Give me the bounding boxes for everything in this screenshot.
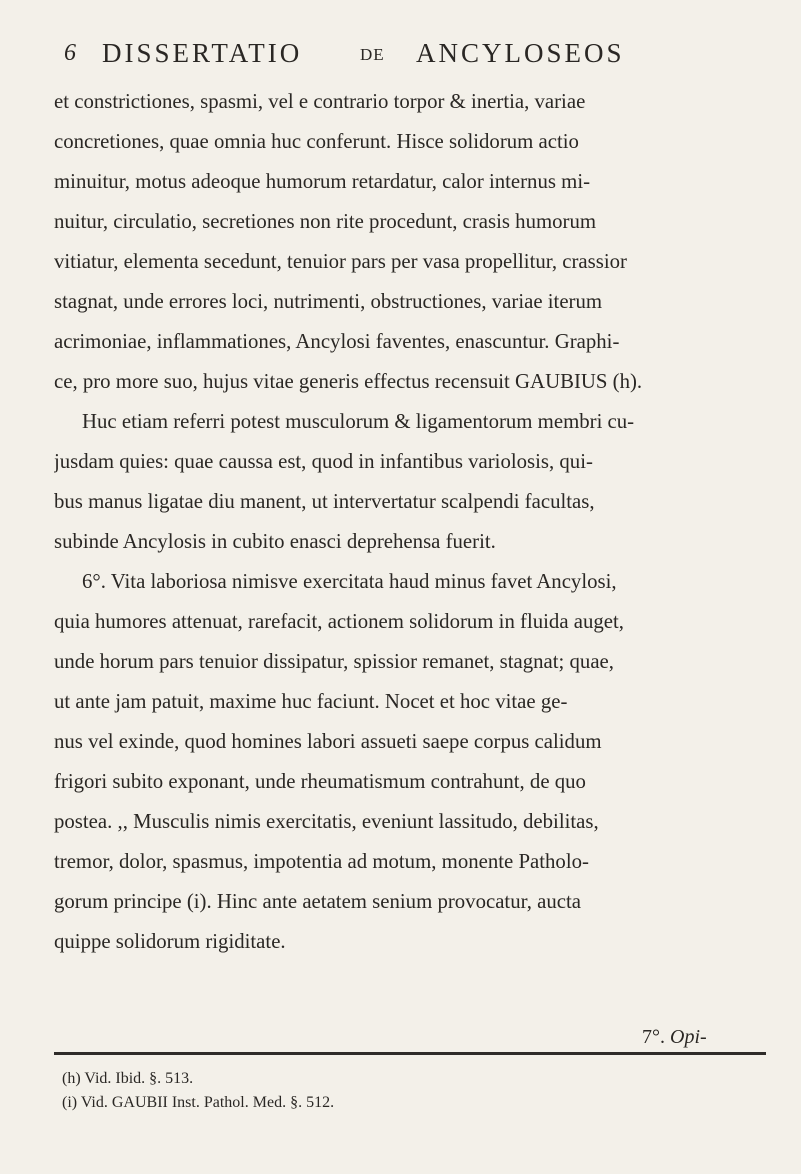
text-line: frigori subito exponant, unde rheumatismum contrahunt, de quo <box>54 770 586 793</box>
running-header <box>64 38 764 74</box>
text-line: ce, pro more suo, hujus vitae generis effectus recensuit GAUBIUS (h). <box>54 370 643 393</box>
text-line: quia humores attenuat, rarefacit, actionem solidorum in fluida auget, <box>54 610 624 633</box>
text-line: tremor, dolor, spasmus, impotentia ad motum, monente Patholo- <box>54 850 589 873</box>
text-line: concretiones, quae omnia huc conferunt. Hisce solidorum actio <box>54 130 579 153</box>
text-line: ut ante jam patuit, maxime huc faciunt. Nocet et hoc vitae ge- <box>54 690 568 713</box>
text-line: minuitur, motus adeoque humorum retardatur, calor internus mi- <box>54 170 591 193</box>
header-title-ancyloseos: ANCYLOSEOS <box>416 38 625 68</box>
header-title-dissertatio: DISSERTATIO <box>102 38 303 68</box>
text-line: postea. ,, Musculis nimis exercitatis, eveniunt lassitudo, debilitas, <box>54 810 599 833</box>
text-line: subinde Ancylosis in cubito enasci deprehensa fuerit. <box>54 530 496 553</box>
text-line: gorum principe (i). Hinc ante aetatem senium provocatur, aucta <box>54 890 581 913</box>
text-line: bus manus ligatae diu manent, ut intervertatur scalpendi facultas, <box>54 490 595 513</box>
text-line: nuitur, circulatio, secretiones non rite procedunt, crasis humorum <box>54 210 597 233</box>
header-title-de: DE <box>360 45 385 64</box>
text-line: nus vel exinde, quod homines labori assueti saepe corpus calidum <box>54 730 602 753</box>
footnote-separator <box>54 1052 766 1055</box>
catchword-number: 7°. <box>642 1026 665 1048</box>
text-line: vitiatur, elementa secedunt, tenuior pars per vasa propellitur, crassior <box>54 250 627 273</box>
catchword <box>642 1026 707 1049</box>
text-line: et constrictiones, spasmi, vel e contrario torpor & inertia, variae <box>54 90 586 113</box>
text-line: acrimoniae, inflammationes, Ancylosi faventes, enascuntur. Graphi- <box>54 330 620 353</box>
page-number: 6 <box>64 40 76 66</box>
paragraph-start-line: Huc etiam referri potest musculorum & ligamentorum membri cu- <box>82 410 635 433</box>
text-line: unde horum pars tenuior dissipatur, spissior remanet, stagnat; quae, <box>54 650 614 673</box>
paragraph-start-line: 6°. Vita laboriosa nimisve exercitata haud minus favet Ancylosi, <box>82 570 617 593</box>
text-line: stagnat, unde errores loci, nutrimenti, obstructiones, variae iterum <box>54 290 603 313</box>
footnote-i: (i) Vid. GAUBII Inst. Pathol. Med. §. 512. <box>62 1094 335 1111</box>
footnote-h: (h) Vid. Ibid. §. 513. <box>62 1070 194 1087</box>
catchword-text: Opi- <box>670 1026 707 1048</box>
text-line: jusdam quies: quae caussa est, quod in infantibus variolosis, qui- <box>54 450 593 473</box>
text-line: quippe solidorum rigiditate. <box>54 930 286 953</box>
